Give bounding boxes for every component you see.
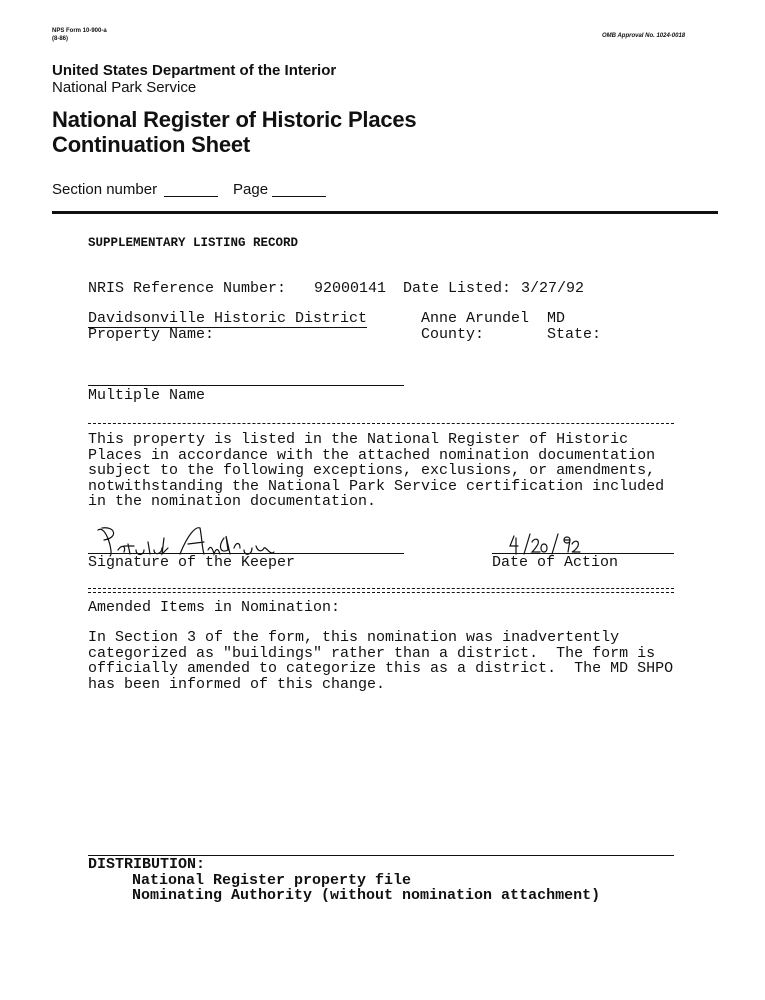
form-date: (8-86) (52, 36, 69, 42)
distribution-item: Nominating Authority (without nomination attachment) (132, 887, 601, 904)
certification-line-2: Places in accordance with the attached nomination documentation (88, 446, 656, 464)
department-name: United States Department of the Interior (52, 62, 337, 79)
action-date-label: Date of Action (492, 554, 619, 571)
omb-approval: OMB Approval No. 1024-0018 (602, 33, 686, 39)
nris-value: 92000141 (314, 280, 387, 297)
property-name-text: Davidsonville Historic District (88, 310, 368, 327)
amendment-line-2: categorized as "buildings" rather than a district. The form is (88, 644, 656, 662)
nris-label: NRIS Reference Number: (88, 280, 287, 297)
record-heading: SUPPLEMENTARY LISTING RECORD (88, 236, 299, 250)
date-listed-label: Date Listed: (403, 280, 512, 297)
date-listed-value: 3/27/92 (521, 280, 585, 297)
section-number-label: Section number (52, 181, 158, 198)
certification-line-4: notwithstanding the National Park Service certification included (88, 477, 665, 495)
state-value: MD (547, 310, 566, 327)
amendments-heading: Amended Items in Nomination: (88, 599, 341, 616)
distribution-heading: DISTRIBUTION: (88, 856, 206, 873)
page-title: National Register of Historic Places (52, 107, 417, 132)
property-name-label: Property Name: (88, 326, 215, 343)
header-divider (52, 211, 718, 214)
form-number: NPS Form 10-900-a (52, 28, 107, 34)
double-divider-bottom (88, 592, 674, 593)
amendment-line-3: officially amended to categorize this as a district. The MD SHPO (88, 660, 674, 677)
county-label: County: (421, 326, 485, 343)
service-name: National Park Service (52, 79, 197, 96)
double-divider-top (88, 588, 674, 589)
signature-label: Signature of the Keeper (88, 554, 296, 571)
page-subtitle: Continuation Sheet (52, 132, 251, 157)
distribution-item: National Register property file (132, 871, 412, 889)
certification-line-3: subject to the following exceptions, exclusions, or amendments, (88, 462, 656, 479)
dashed-divider (88, 423, 674, 424)
certification-line-1: This property is listed in the National Register of Historic (88, 431, 629, 448)
state-label: State: (547, 326, 602, 343)
multiple-name-line (88, 385, 404, 386)
page-label: Page (233, 181, 269, 198)
amendment-line-4: has been informed of this change. (88, 675, 386, 693)
section-number-blank (164, 196, 218, 197)
certification-line-5: in the nomination documentation. (88, 493, 377, 510)
amendment-line-1: In Section 3 of the form, this nomination was inadvertently (88, 629, 620, 646)
page-number-blank (272, 196, 326, 197)
county-value: Anne Arundel (421, 310, 530, 327)
multiple-name-label: Multiple Name (88, 387, 206, 404)
